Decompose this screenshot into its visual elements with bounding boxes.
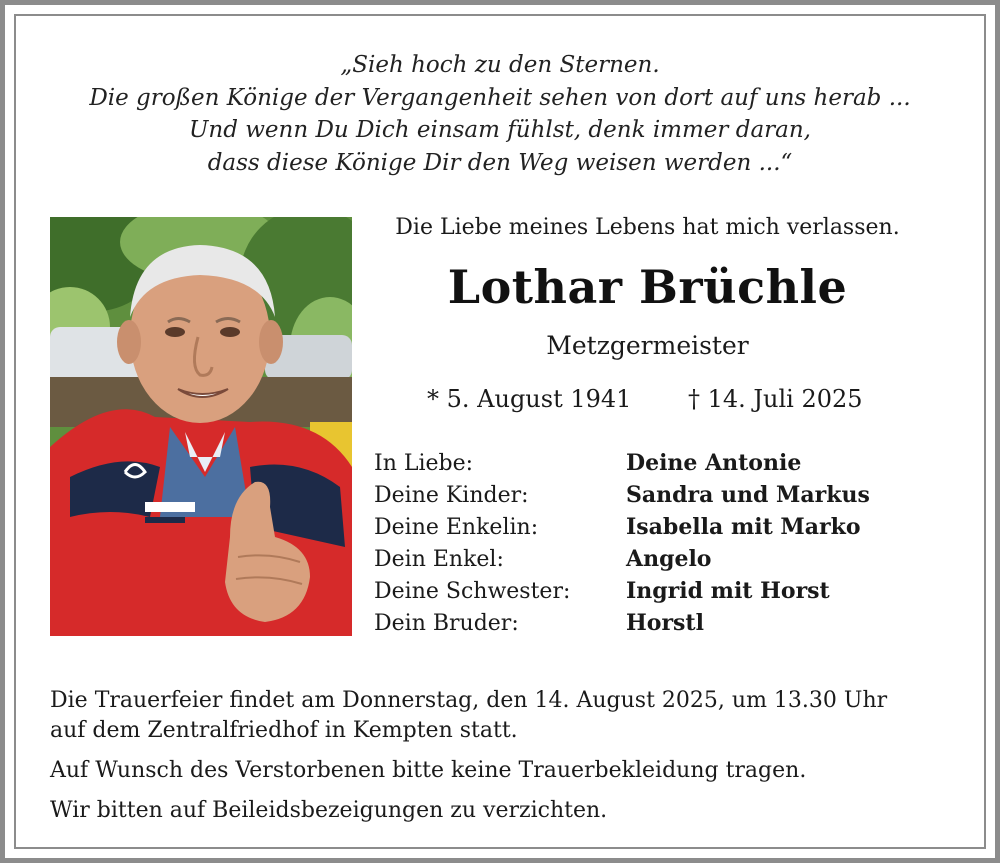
- mourners-list: [374, 447, 934, 639]
- quote-line: dass diese Könige Dir den Weg weisen werden ...“: [207, 149, 793, 176]
- birth-date: * 5. August 1941: [427, 385, 632, 413]
- death-date: † 14. Juli 2025: [688, 385, 863, 413]
- mourner-role: Deine Kinder:: [374, 483, 529, 508]
- mourner-name: Sandra und Markus: [626, 482, 870, 508]
- ceremony-line: Die Trauerfeier findet am Donnerstag, den 14. August 2025, um 13.30 Uhr: [50, 688, 888, 713]
- mourner-name: Ingrid mit Horst: [626, 578, 830, 604]
- mourner-name: Isabella mit Marko: [626, 514, 861, 540]
- deceased-profession: Metzgermeister: [546, 331, 749, 360]
- mourner-row: [374, 575, 934, 607]
- mourner-row: [374, 447, 934, 479]
- mourner-name: Horstl: [626, 610, 704, 636]
- mourner-name: Deine Antonie: [626, 450, 802, 476]
- quote-line: „Sieh hoch zu den Sternen.: [340, 52, 660, 78]
- condolences-note: Wir bitten auf Beileidsbezeigungen zu verzichten.: [50, 798, 608, 823]
- mourner-row: [374, 511, 934, 543]
- quote-line: Und wenn Du Dich einsam fühlst, denk immer daran,: [189, 117, 811, 143]
- mourner-name: Angelo: [626, 546, 712, 572]
- mourner-row: [374, 607, 934, 639]
- mourner-role: In Liebe:: [374, 451, 474, 476]
- quote-block: [5, 49, 995, 179]
- mourner-row: [374, 543, 934, 575]
- mourner-role: Dein Bruder:: [374, 611, 519, 636]
- intro-text: Die Liebe meines Lebens hat mich verlassen.: [395, 215, 900, 240]
- clothing-note: Auf Wunsch des Verstorbenen bitte keine Trauerbekleidung tragen.: [50, 758, 807, 783]
- deceased-name: Lothar Brüchle: [447, 260, 848, 314]
- mourner-role: Deine Enkelin:: [374, 515, 539, 540]
- notes-block: [50, 686, 970, 826]
- quote-line: Die großen Könige der Vergangenheit sehen von dort auf uns herab ...: [89, 84, 911, 111]
- ceremony-line: auf dem Zentralfriedhof in Kempten statt.: [50, 718, 518, 743]
- mourner-row: [374, 479, 934, 511]
- portrait-photo: [50, 217, 352, 636]
- mourner-role: Dein Enkel:: [374, 547, 504, 572]
- mourner-role: Deine Schwester:: [374, 579, 571, 604]
